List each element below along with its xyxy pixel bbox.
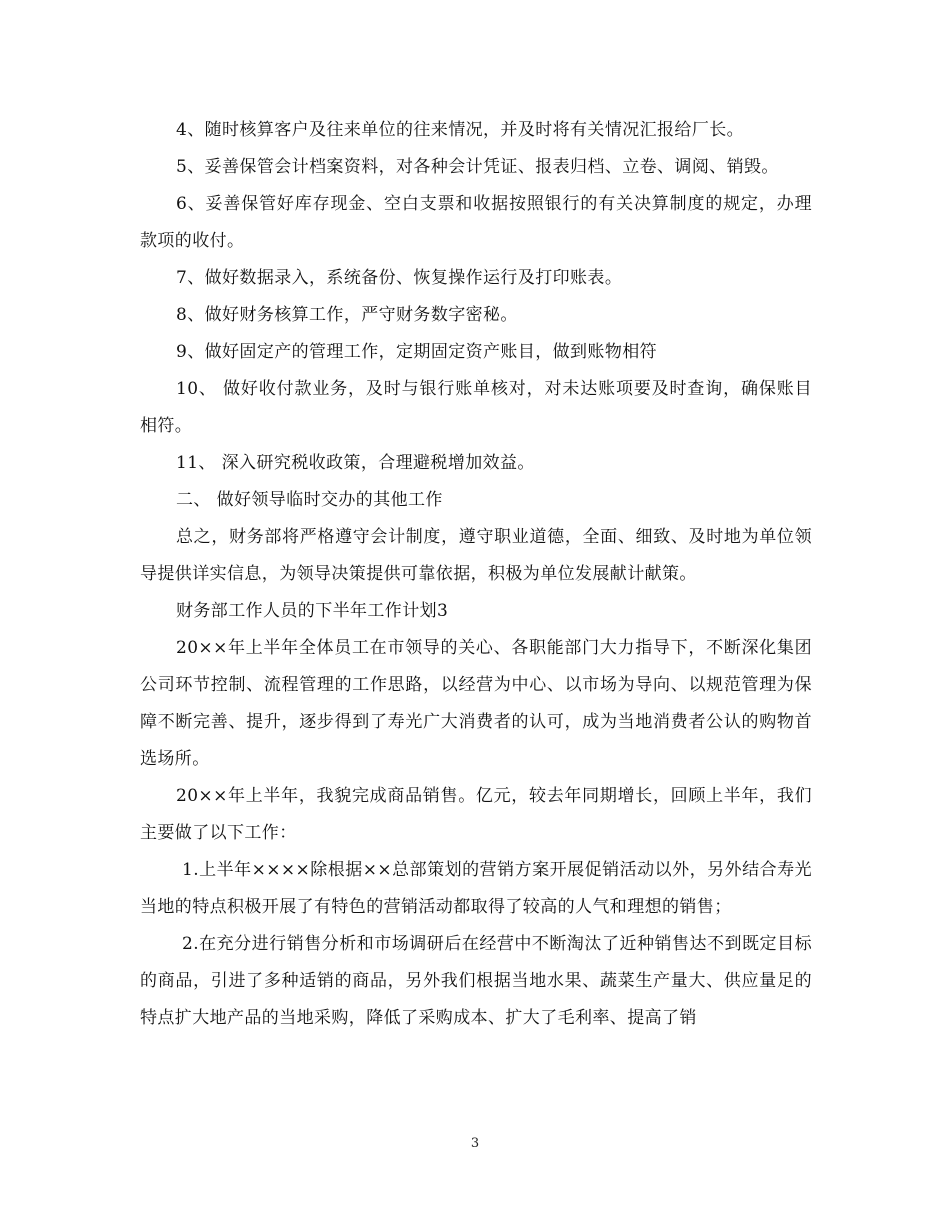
document-body <box>140 112 812 1037</box>
paragraph-item-5: 5、妥善保管会计档案资料，对各种会计凭证、报表归档、立卷、调阅、销毁。 <box>176 157 779 177</box>
sales-paragraph: 20××年上半年，我貌完成商品销售。亿元，较去年同期增长，回顾上半年，我们主要做了以下工作： <box>140 786 812 843</box>
paragraph-item-4: 4、随时核算客户及往来单位的往来情况，并及时将有关情况汇报给厂长。 <box>176 120 745 140</box>
plan-title: 财务部工作人员的下半年工作计划3 <box>176 601 449 621</box>
work-item-2: 2.在充分进行销售分析和市场调研后在经营中不断淘汰了近种销售达不到既定目标的商品，引进了多种适销的商品，另外我们根据当地水果、蔬菜生产量大、供应量足的特点扩大地产品的当地采购，降低了采购成本、扩大了毛利率、提高了销 <box>140 934 812 1028</box>
paragraph-item-8: 8、做好财务核算工作，严守财务数字密秘。 <box>176 305 518 325</box>
paragraph-item-10: 10、 做好收付款业务，及时与银行账单核对，对未达账项要及时查询，确保账目相符。 <box>140 379 812 436</box>
page-number: 3 <box>470 1136 480 1151</box>
summary-paragraph: 总之，财务部将严格遵守会计制度，遵守职业道德，全面、细致、及时地为单位领导提供详实信息，为领导决策提供可靠依据，积极为单位发展献计献策。 <box>140 527 812 584</box>
work-item-1: 1.上半年××××除根据××总部策划的营销方案开展促销活动以外，另外结合寿光当地的特点积极开展了有特色的营销活动都取得了较高的人气和理想的销售； <box>140 860 812 917</box>
section-heading-2: 二、 做好领导临时交办的其他工作 <box>176 490 443 510</box>
paragraph-item-6: 6、妥善保管好库存现金、空白支票和收据按照银行的有关决算制度的规定，办理款项的收付。 <box>140 194 812 251</box>
intro-paragraph: 20××年上半年全体员工在市领导的关心、各职能部门大力指导下，不断深化集团公司环节控制、流程管理的工作思路，以经营为中心、以市场为导向、以规范管理为保障不断完善、提升，逐步得到了寿光广大消费者的认可，成为当地消费者公认的购物首选场所。 <box>140 638 812 769</box>
paragraph-item-7: 7、做好数据录入，系统备份、恢复操作运行及打印账表。 <box>176 268 623 288</box>
paragraph-item-11: 11、 深入研究税收政策，合理避税增加效益。 <box>176 453 535 473</box>
paragraph-item-9: 9、做好固定产的管理工作，定期固定资产账目，做到账物相符 <box>176 342 658 362</box>
